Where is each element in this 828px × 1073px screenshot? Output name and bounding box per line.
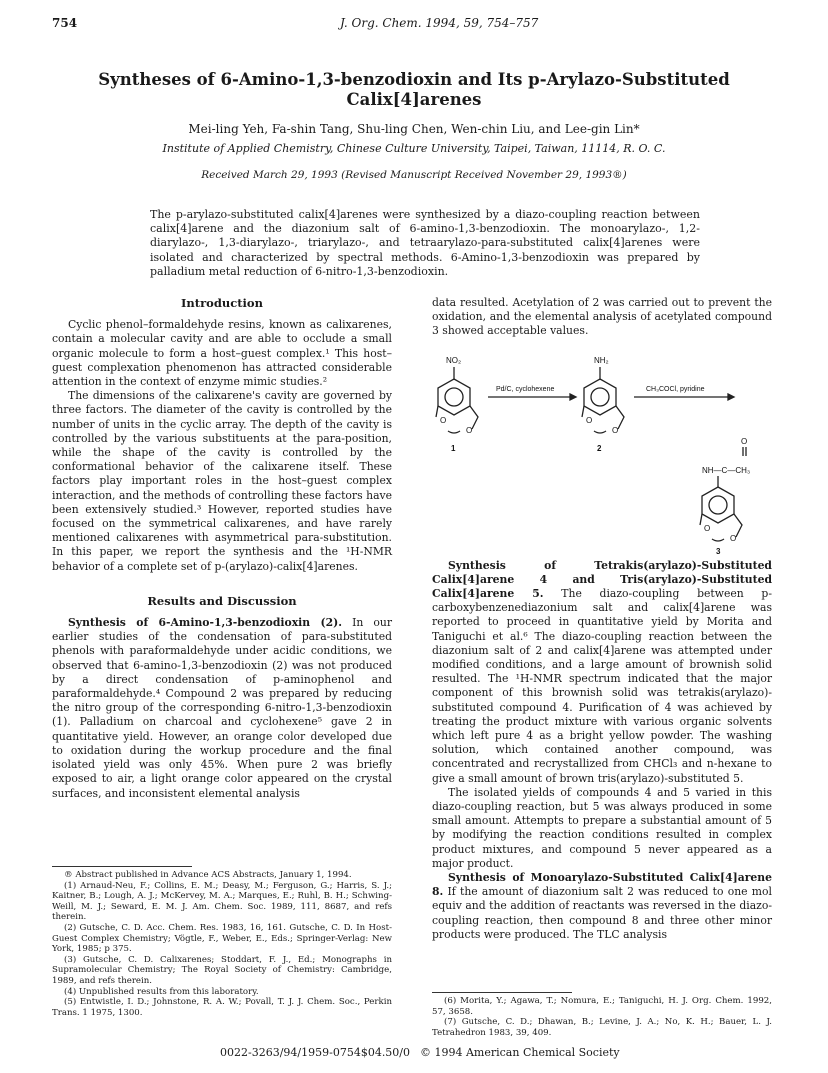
- ring-oxygen: O: [730, 534, 737, 543]
- tetrakis-heading: Synthesis of Tetrakis(arylazo)-Substituted Calix[4]arene 4 and Tris(arylazo)-Substituted Calix[4]arene 5.: [432, 558, 772, 601]
- synthesis-amino-heading: Synthesis of 6-Amino-1,3-benzodioxin (2).: [68, 616, 342, 630]
- dioxin-ch2-3: [712, 539, 724, 541]
- benzene-ring-1: [438, 379, 470, 415]
- compound-2-label: 2: [597, 444, 602, 453]
- aromatic-circle-3: [709, 496, 727, 514]
- nh2-label: NH₂: [594, 356, 609, 365]
- dioxin-ch2-1: [448, 431, 460, 433]
- compound-1-label: 1: [451, 444, 456, 453]
- reagent-1-label: Pd/C, cyclohexene: [496, 386, 555, 393]
- footnote: ® Abstract published in Advance ACS Abstracts, January 1, 1994.: [64, 870, 352, 880]
- ring-oxygen: O: [704, 524, 711, 533]
- author-list: Mei-ling Yeh, Fa-shin Tang, Shu-ling Chen, Wen-chin Liu, and Lee-gin Lin*: [188, 122, 640, 136]
- intro-paragraph-2: The dimensions of the calixarene's cavity are governed by three factors. The diameter of the cavity is controlled by the number of units in the cyclic array. The depth of the cavity is controlled by the various substituents at the para-position, while the shape of the cavity is controlled by the conformational behavior of the calixarene itself. These factors play important roles in the host–guest complex interaction, and the methods of controlling these factors have been extensively studied.³ However, reported studies have focused on the symmetrical calixarenes, and have rarely mentioned calixarenes with asymmetrical para-substitution. In this paper, we report the synthesis and the ¹H-NMR behavior of a complete set of p-(arylazo)-calix[4]arenes.: [52, 389, 392, 573]
- tetrakis-body: The diazo-coupling between p-carboxybenzenediazonium salt and calix[4]arene was reported to proceed in quantitative yield by Morita and Taniguchi et al.⁶ The diazo-coupling reaction between the diazonium salt of 2 and calix[4]arene was attempted under modified conditions, and a large amount of brownish solid resulted. The ¹H-NMR spectrum indicated that the major component of this brownish solid was tetrakis(arylazo)-substituted compound 4. Purification of 4 was achieved by treating the product mixture with various organic solvents which left pure 4 as a bright yellow powder. The washing solution, which contained another compound, was concentrated and recrystallized from CHCl₃ and n-hexane to give a small amount of brown tris(arylazo)-substituted 5.: [432, 587, 772, 785]
- footnote-divider: [52, 866, 192, 867]
- intro-heading: Introduction: [181, 296, 263, 310]
- acetylation-paragraph: data resulted. Acetylation of 2 was carried out to prevent the oxidation, and the elemental analysis of acetylated compound 3 showed acceptable values.: [432, 296, 772, 338]
- footnote: (5) Entwistle, I. D.; Johnstone, R. A. W.; Povall, T. J. J. Chem. Soc., Perkin Trans. 1 1975, 1300.: [52, 997, 392, 1018]
- affiliation: Institute of Applied Chemistry, Chinese Culture University, Taipei, Taiwan, 11114, R. O. C.: [162, 142, 666, 155]
- footnote: (3) Gutsche, C. D. Calixarenes; Stoddart, F. J., Ed.; Monographs in Supramolecular Chemistry; The Royal Society of Chemistry: Cambridge, 1989, and refs therein.: [52, 954, 392, 986]
- footnote: (6) Morita, Y.; Agawa, T.; Nomura, E.; Taniguchi, H. J. Org. Chem. 1992, 57, 3658.: [432, 996, 772, 1017]
- article-title: Syntheses of 6-Amino-1,3-benzodioxin and Its p-Arylazo-Substituted Calix[4]arenes: [98, 70, 730, 109]
- journal-reference: J. Org. Chem. 1994, 59, 754–757: [340, 16, 539, 30]
- page-number: 754: [52, 16, 78, 30]
- tetrakis-paragraph: [432, 559, 772, 786]
- footnote: (1) Arnaud-Neu, F.; Collins, E. M.; Deasy, M.; Ferguson, G.; Harris, S. J.; Kaitner, B.; Lough, A. J.; McKervey, M. A.; Marques, E.; Ruhl, B. H.; Schwing-Weill, M. J.; Seward, E. M. J. Am. Chem. Soc. 1989, 111, 8687, and refs therein.: [52, 880, 392, 923]
- aromatic-circle-2: [591, 388, 609, 406]
- benzene-ring-2: [584, 379, 616, 415]
- results-heading: Results and Discussion: [147, 593, 297, 608]
- article-code: 0022-3263/94/1959-0754$04.50/0: [220, 1046, 411, 1059]
- monoarylazo-heading: Synthesis of Monoarylazo-Substituted Calix[4]arene 8.: [432, 871, 772, 899]
- arrowhead-1: [570, 394, 576, 400]
- carbonyl-oxygen: O: [741, 437, 748, 446]
- ring-oxygen: O: [612, 426, 619, 435]
- footnotes-left: [52, 870, 392, 1018]
- no2-label: NO₂: [446, 356, 462, 365]
- dioxin-ch2-2: [594, 431, 606, 433]
- left-column: [52, 296, 392, 801]
- ring-oxygen: O: [440, 416, 447, 425]
- synthesis-amino-paragraph: [52, 616, 392, 801]
- arrowhead-2: [728, 394, 734, 400]
- footnote: (2) Gutsche, C. D. Acc. Chem. Res. 1983, 16, 161. Gutsche, C. D. In Host-Guest Complex Chemistry; Vögtle, F., Weber, E., Eds.; Springer-Verlag: New York, 1985; p 375.: [52, 922, 392, 955]
- synthesis-amino-body: In our earlier studies of the condensation of para-substituted phenols with paraformaldehyde under acidic conditions, we observed that 6-amino-1,3-benzodioxin (2) was not produced by a direct condensation of p-aminophenol and paraformaldehyde.⁴ Compound 2 was prepared by reducing the nitro group of the corresponding 6-nitro-1,3-benzodioxin (1). Palladium on charcoal and cyclohexene⁵ gave 2 in quantitative yield. However, an orange color developed due to oxidation during the workup procedure and the final isolated yield was only 45%. When pure 2 was briefly exposed to air, a light orange color appeared on the crystal surfaces, and inconsistent elemental analysis: [52, 616, 392, 800]
- copyright-notice: © 1994 American Chemical Society: [420, 1046, 620, 1059]
- monoarylazo-paragraph: [432, 871, 772, 942]
- ring-oxygen: O: [586, 416, 593, 425]
- footnote-divider: [432, 992, 572, 993]
- footnote: (4) Unpublished results from this laboratory.: [64, 986, 259, 997]
- reaction-scheme: [432, 351, 777, 556]
- footnote: (7) Gutsche, C. D.; Dhawan, B.; Levine, J. A.; No, K. H.; Bauer, L. J. Tetrahedron 1983, 39, 409.: [432, 1017, 772, 1038]
- ring-oxygen: O: [466, 426, 473, 435]
- aromatic-circle-1: [445, 388, 463, 406]
- footnotes-right: [432, 996, 772, 1038]
- monoarylazo-body: If the amount of diazonium salt 2 was reduced to one mol equiv and the addition of reactants was reversed in the diazo-coupling reaction, then compound 8 and three other minor products were produced. The TLC analysis: [432, 885, 772, 941]
- reagent-2-label: CH₃COCl, pyridine: [646, 386, 705, 393]
- abstract: The p-arylazo-substituted calix[4]arenes were synthesized by a diazo-coupling reaction between calix[4]arene and the diazonium salt of 6-amino-1,3-benzodioxin. The monoarylazo-, 1,2-diarylazo-, 1,3-diarylazo-, triarylazo-, and tetraarylazo-para-substituted calix[4]arenes were isolated and characterized by spectral methods. 6-Amino-1,3-benzodioxin was prepared by palladium metal reduction of 6-nitro-1,3-benzodioxin.: [150, 208, 700, 278]
- intro-paragraph-1: Cyclic phenol–formaldehyde resins, known as calixarenes, contain a molecular cavity and are able to occlude a small organic molecule to form a host–guest complex.¹ This host–guest complexation phenomenon has attracted considerable attention in the context of enzyme mimic studies.²: [52, 318, 392, 389]
- amide-label: NH—C—CH₃: [702, 466, 751, 475]
- received-dates: Received March 29, 1993 (Revised Manuscript Received November 29, 1993®): [201, 169, 627, 181]
- yields-paragraph: The isolated yields of compounds 4 and 5 varied in this diazo-coupling reaction, but 5 was always produced in some small amount. Attempts to prepare a substantial amount of 5 by modifying the reaction conditions resulted in complex product mixtures, and compound 5 never appeared as a major product.: [432, 785, 772, 870]
- benzene-ring-3: [702, 487, 734, 523]
- compound-3-label: 3: [716, 547, 721, 556]
